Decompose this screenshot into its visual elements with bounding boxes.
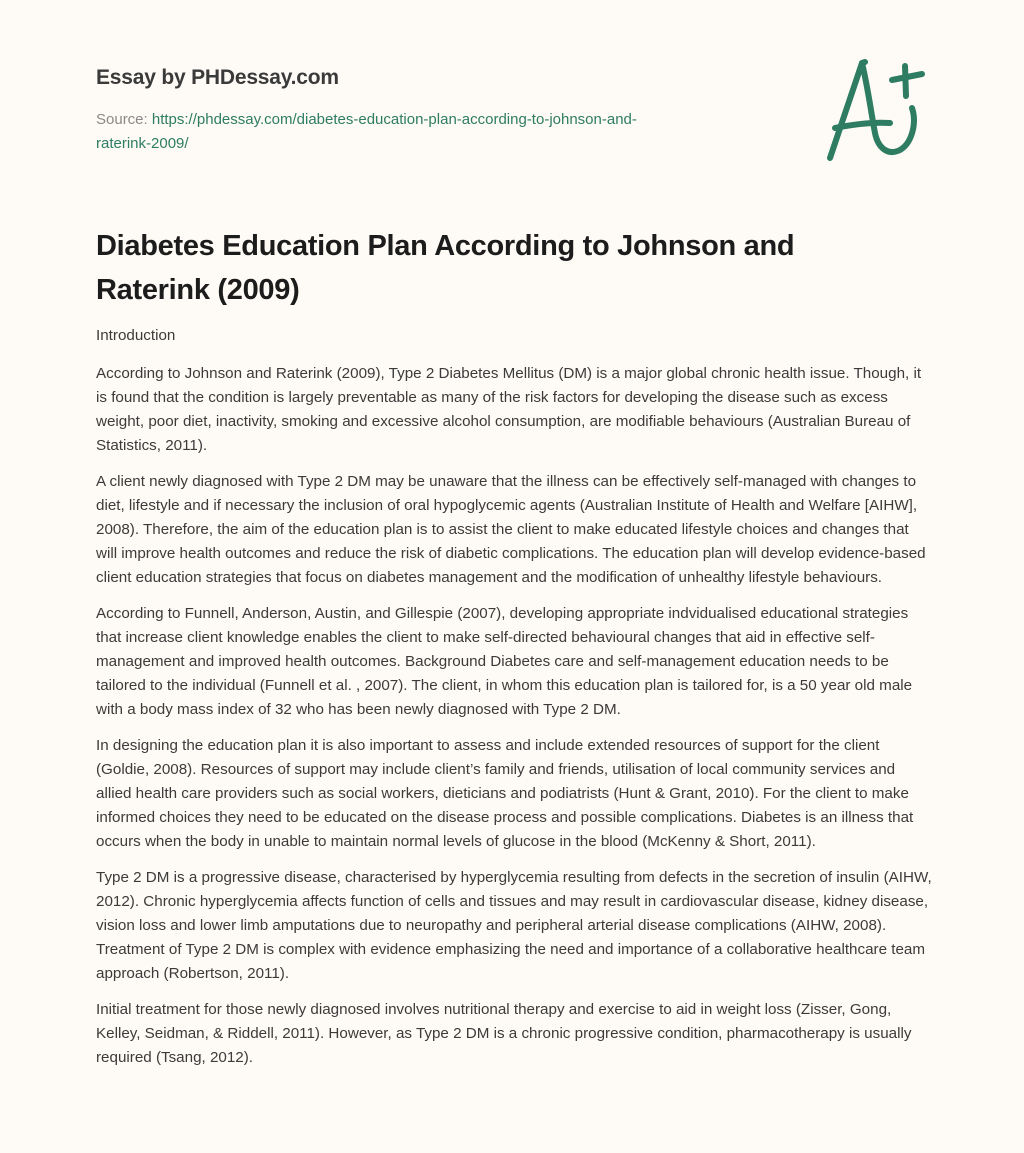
paragraph: Type 2 DM is a progressive disease, characterised by hyperglycemia resulting from defects in the secretion of insulin (AIHW, 2012). Chronic hyperglycemia affects function of cells and tissues and may result in cardiovascular disease, kidney disease, vision loss and lower limb amputations due to neuropathy and peripheral arterial disease complications (AIHW, 2008). Treatment of Type 2 DM is complex with evidence emphasizing the need and importance of a collaborative healthcare team approach (Robertson, 2011). <box>96 869 932 982</box>
site-brand: Essay by PHDessay.com <box>96 66 339 89</box>
a-plus-grade-icon <box>820 38 935 168</box>
source-link-line1: https://phdessay.com/diabetes-education-plan-according-to-johnson-and- <box>151 111 637 128</box>
paragraph: A client newly diagnosed with Type 2 DM may be unaware that the illness can be effectively self-managed with changes to diet, lifestyle and if necessary the inclusion of oral hypoglycemic agents (Australian Institute of Health and Welfare [AIHW], 2008). Therefore, the aim of the education plan is to assist the client to make educated lifestyle choices and changes that will improve health outcomes and reduce the risk of diabetic complications. The education plan will develop evidence-based client education strategies that focus on diabetes management and the modification of unhealthy lifestyle behaviours. <box>96 473 926 586</box>
article-title: Diabetes Education Plan According to Johnson and Raterink (2009) <box>96 230 795 306</box>
source-link-line2: raterink-2009/ <box>96 135 189 152</box>
source-label: Source: <box>96 111 152 128</box>
paragraph: According to Funnell, Anderson, Austin, and Gillespie (2007), developing appropriate indvidualised educational strategies that increase client knowledge enables the client to make self-directed behavioural changes that aid in effective self-management and improved health outcomes. Background Diabetes care and self-management education needs to be tailored to the individual (Funnell et al. , 2007). The client, in whom this education plan is tailored for, is a 50 year old male with a body mass index of 32 who has been newly diagnosed with Type 2 DM. <box>96 605 913 718</box>
article-body <box>96 324 934 1082</box>
page-header <box>96 62 736 156</box>
paragraph: In designing the education plan it is also important to assess and include extended resources of support for the client (Goldie, 2008). Resources of support may include client’s family and friends, utilisation of local community services and allied health care providers such as social workers, dieticians and podiatrists (Hunt & Grant, 2010). For the client to make informed choices they need to be educated on the disease process and possible complications. Diabetes is an illness that occurs when the body in unable to maintain normal levels of glucose in the blood (McKenny & Short, 2011). <box>96 737 914 850</box>
source-link[interactable] <box>96 111 637 152</box>
section-heading: Introduction <box>96 327 176 344</box>
paragraph: According to Johnson and Raterink (2009), Type 2 Diabetes Mellitus (DM) is a major global chronic health issue. Though, it is found that the condition is largely preventable as many of the risk factors for developing the disease such as excess weight, poor diet, inactivity, smoking and excessive alcohol consumption, are modifiable behaviours (Australian Bureau of Statistics, 2011). <box>96 365 922 454</box>
paragraph: Initial treatment for those newly diagnosed involves nutritional therapy and exercise to aid in weight loss (Zisser, Gong, Kelley, Seidman, & Riddell, 2011). However, as Type 2 DM is a chronic progressive condition, pharmacotherapy is usually required (Tsang, 2012). <box>96 1001 912 1066</box>
source-line <box>96 108 736 156</box>
